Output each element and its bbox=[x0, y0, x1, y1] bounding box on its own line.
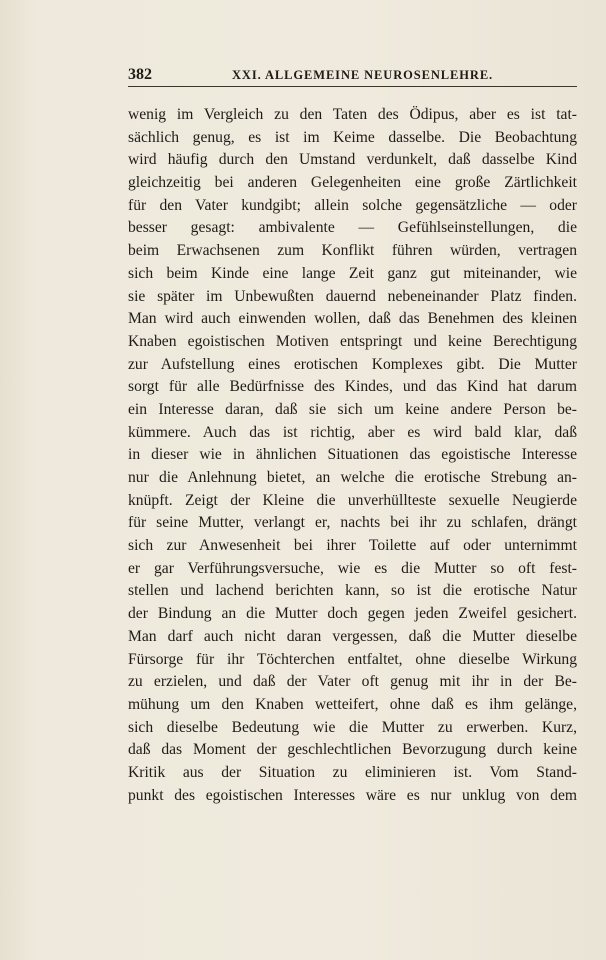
body-text bbox=[128, 104, 577, 807]
page-number: 382 bbox=[128, 66, 152, 83]
text-line: für seine Mutter, verlangt er, nachts bei ihr zu schlafen, drängt bbox=[128, 514, 577, 532]
text-line: sie später im Unbewußten dauernd nebeneinander Platz finden. bbox=[128, 287, 577, 305]
text-line: ein Interesse daran, daß sie sich um keine andere Person be- bbox=[128, 400, 577, 418]
text-line: Kritik aus der Situation zu eliminieren ist. Vom Stand- bbox=[128, 763, 577, 781]
text-line: daß das Moment der geschlechtlichen Bevorzugung durch keine bbox=[128, 741, 577, 759]
header-rule bbox=[128, 86, 577, 87]
text-line: wird häufig durch den Umstand verdunkelt, daß dasselbe Kind bbox=[128, 151, 577, 169]
text-line: zu erzielen, und daß der Vater oft genug mit ihr in der Be- bbox=[128, 673, 577, 691]
text-line: punkt des egoistischen Interesses wäre es nur unklug von dem bbox=[128, 786, 577, 804]
text-line: beim Erwachsenen zum Konflikt führen würden, vertragen bbox=[128, 242, 577, 260]
text-line: gleichzeitig bei anderen Gelegenheiten eine große Zärtlichkeit bbox=[128, 174, 577, 192]
text-line: er gar Verführungsversuche, wie es die Mutter so oft fest- bbox=[128, 559, 577, 577]
text-line: der Bindung an die Mutter doch gegen jeden Zweifel gesichert. bbox=[128, 605, 577, 623]
text-line: nur die Anlehnung bietet, an welche die erotische Strebung an- bbox=[128, 469, 577, 486]
text-line: besser gesagt: ambivalente — Gefühlseinstellungen, die bbox=[128, 219, 577, 237]
text-line: kümmere. Auch das ist richtig, aber es wird bald klar, daß bbox=[128, 423, 577, 441]
text-line: stellen und lachend berichten kann, so ist die erotische Natur bbox=[128, 582, 577, 600]
text-line: zur Aufstellung eines erotischen Komplexes gibt. Die Mutter bbox=[128, 355, 577, 373]
text-line: sorgt für alle Bedürfnisse des Kindes, und das Kind hat darum bbox=[128, 378, 577, 396]
text-line: Knaben egoistischen Motiven entspringt und keine Berechtigung bbox=[128, 332, 577, 350]
running-head: XXI. ALLGEMEINE NEUROSENLEHRE. bbox=[232, 68, 494, 82]
text-line: sich dieselbe Bedeutung wie die Mutter zu erwerben. Kurz, bbox=[128, 718, 577, 736]
text-line: mühung um den Knaben wetteifert, ohne daß es ihm gelänge, bbox=[128, 695, 577, 713]
text-line: knüpft. Zeigt der Kleine die unverhüllteste sexuelle Neugierde bbox=[128, 491, 577, 509]
text-line: Man wird auch einwenden wollen, daß das Benehmen des kleinen bbox=[128, 310, 577, 328]
text-line: sich zur Anwesenheit bei ihrer Toilette auf oder unternimmt bbox=[128, 537, 577, 555]
text-line: für den Vater kundgibt; allein solche gegensätzliche — oder bbox=[128, 196, 577, 214]
text-line: sich beim Kinde eine lange Zeit ganz gut miteinander, wie bbox=[128, 264, 577, 282]
text-line: sächlich genug, es ist im Keime dasselbe. Die Beobachtung bbox=[128, 128, 577, 146]
page-header bbox=[128, 64, 578, 84]
text-line: Fürsorge für ihr Töchterchen entfaltet, ohne dieselbe Wirkung bbox=[128, 650, 577, 668]
text-line: Man darf auch nicht daran vergessen, daß die Mutter dieselbe bbox=[128, 627, 577, 645]
text-line: in dieser wie in ähnlichen Situationen das egoistische Interesse bbox=[128, 446, 577, 464]
text-line: wenig im Vergleich zu den Taten des Ödipus, aber es ist tat- bbox=[128, 106, 577, 123]
